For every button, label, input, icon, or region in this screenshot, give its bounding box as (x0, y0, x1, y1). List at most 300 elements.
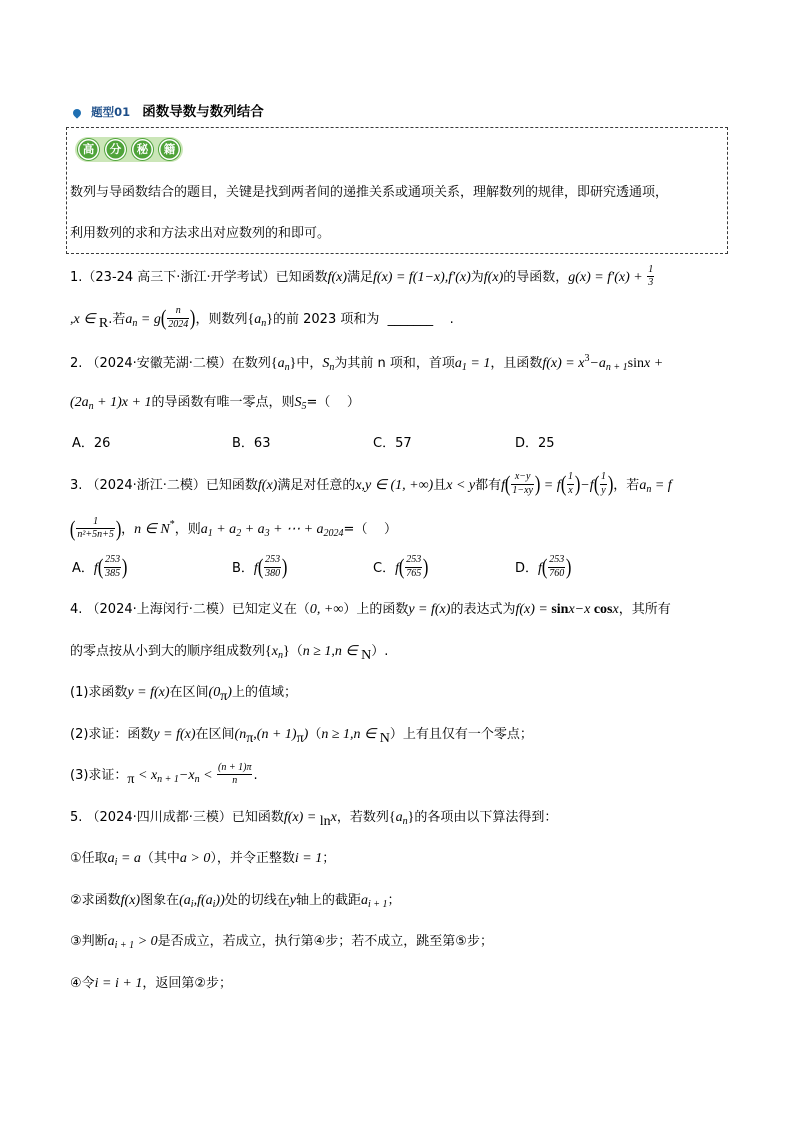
math-base: x,y ∈ (1, +∞) (355, 477, 434, 493)
math-expression (194, 893, 216, 908)
math-expression (644, 356, 663, 371)
math-base: = g (137, 311, 161, 327)
fraction (646, 263, 655, 288)
math-base: −f (580, 477, 594, 493)
left-paren: ( (97, 554, 104, 579)
math-base: y (289, 892, 296, 908)
question-line (70, 629, 730, 671)
math-base: = f (540, 477, 561, 493)
math-base: π (127, 772, 135, 787)
text-run: (1)求函数 (70, 685, 128, 700)
fraction-numerator: (n + 1)π (218, 761, 252, 773)
math-base: ) (227, 685, 232, 700)
tips-text (70, 172, 668, 254)
math-expression (295, 851, 322, 866)
text-run: ①任取 (70, 851, 108, 866)
math-base: ,f(a (193, 892, 213, 908)
text-run: 轴上的截距 (295, 892, 361, 908)
math-base: n ≥ 1,n ∈ (302, 643, 362, 659)
math-expression (201, 522, 213, 537)
math-base: = f (651, 477, 672, 493)
text-run: 图象在 (140, 892, 180, 908)
math-expression (134, 934, 157, 949)
badge-char: 秘 (132, 139, 153, 160)
math-expression (272, 644, 283, 659)
fraction-denominator: 1−xy (512, 484, 533, 496)
question-line (70, 712, 730, 754)
text-run: ），并令正整数 (210, 851, 295, 866)
math-expression (373, 270, 471, 285)
fraction-denominator: y (601, 484, 606, 496)
math-subscript: n (402, 815, 408, 827)
math-base: f (93, 560, 98, 576)
fraction-body (217, 762, 252, 788)
fraction-numerator: 1 (600, 471, 606, 482)
math-expression (297, 731, 304, 746)
math-subscript: n (88, 400, 94, 412)
question-list (70, 255, 730, 1002)
math-expression (484, 270, 503, 285)
text-run: B． (232, 560, 254, 576)
fraction-denominator: 760 (549, 567, 565, 579)
math-base: −a (589, 356, 606, 371)
text-run: 的前 2023 项和为 _______ . (273, 311, 454, 327)
fraction (398, 554, 429, 579)
left-paren: ( (398, 554, 405, 579)
right-paren: ) (122, 554, 128, 579)
question-5 (70, 795, 730, 1003)
math-expression (99, 316, 108, 331)
left-paren: ( (541, 554, 548, 579)
answer-option-d (515, 421, 555, 463)
question-line (70, 961, 730, 1003)
math-base: x−x (568, 602, 594, 617)
text-run: . (253, 768, 258, 783)
text-run: =（ ） (306, 394, 360, 410)
answer-options (70, 546, 730, 588)
fraction-body (600, 471, 607, 497)
math-expression (95, 976, 143, 991)
math-subscript: 1 (461, 362, 467, 373)
math-expression (568, 270, 646, 285)
math-expression (179, 768, 200, 783)
math-base: a (107, 851, 115, 866)
math-expression (284, 810, 320, 825)
left-paren: ( (504, 471, 511, 496)
math-base: a (125, 311, 133, 327)
math-base: n ∈ N (134, 522, 170, 537)
math-base: = 1 (466, 356, 491, 371)
answer-option-b (232, 546, 287, 588)
left-paren: ( (593, 471, 600, 496)
math-base: ,x ∈ (70, 311, 99, 327)
math-expression (396, 810, 408, 825)
text-run: 的表达式为 (450, 602, 516, 617)
fraction-denominator: 380 (265, 567, 281, 579)
question-line (70, 670, 730, 712)
math-base: < (199, 768, 217, 783)
math-base: f (538, 560, 542, 576)
math-subscript: n (646, 483, 652, 495)
math-base: (a (179, 892, 191, 908)
text-run: ）上有且仅有一个零点； (389, 726, 533, 742)
text-run: 的导函数， (503, 270, 569, 285)
text-run: ④令 (70, 975, 95, 991)
math-expression (135, 768, 179, 783)
text-run: 的各项由以下算法得到： (414, 809, 558, 825)
math-base: f(x) = x (542, 356, 585, 371)
math-subscript: i + 1 (367, 898, 388, 910)
math-subscript: n + 1 (605, 362, 628, 373)
fraction-body (167, 305, 189, 331)
math-base: )) (215, 892, 225, 908)
math-subscript: n (261, 317, 267, 329)
math-expression (589, 356, 627, 371)
math-subscript: n (329, 362, 335, 373)
math-base: x + (644, 356, 664, 371)
text-run: 是否成立，若成立，执行第④步；若不成立，跳至第⑤步； (157, 934, 493, 949)
text-run: （其中 (140, 851, 180, 866)
math-expression (270, 522, 344, 537)
fraction (216, 761, 253, 786)
answer-option-b (232, 421, 270, 463)
math-expression (70, 395, 94, 410)
math-subscript: 2024 (323, 528, 344, 539)
math-subscript: n (132, 317, 138, 329)
math-base: f(x) = (283, 809, 320, 825)
math-expression (114, 851, 141, 868)
tips-line: 数列与导函数结合的题目，关键是找到两者间的递推关系或通项关系，理解数列的规律，即研究透通项， (70, 185, 669, 200)
text-run: =（ ） (343, 522, 397, 537)
math-expression (200, 768, 216, 783)
math-base: y = f(x) (153, 726, 196, 742)
text-run: 4. （2024·上海闵行·二模）已知定义在（ (70, 602, 310, 617)
math-expression (278, 356, 290, 371)
text-run: ； (322, 851, 336, 866)
text-run: ，返回第②步； (142, 975, 232, 991)
text-run: C．57 (373, 436, 412, 451)
math-subscript: 1 (207, 528, 213, 539)
math-subscript: 5 (301, 400, 307, 412)
math-base: a (277, 356, 285, 371)
math-expression (639, 478, 651, 493)
location-pin-icon (71, 107, 82, 118)
math-expression (153, 727, 195, 742)
text-run: 上的值域； (231, 685, 297, 700)
math-base: = a (117, 851, 141, 866)
question-4 (70, 587, 730, 795)
text-run: D．25 (515, 436, 555, 451)
question-3 (70, 463, 730, 588)
math-expression (321, 727, 379, 742)
math-expression (628, 356, 644, 371)
answer-option-c (373, 546, 429, 588)
answer-option-c (373, 421, 412, 463)
math-base: f (501, 477, 506, 493)
math-superscript: * (169, 519, 175, 530)
text-run: 5. （2024·四川成都·三模）已知函数 (70, 809, 284, 825)
math-base: { (270, 356, 278, 371)
math-expression (310, 602, 343, 617)
math-base: ) (303, 726, 309, 742)
math-base: a > 0 (179, 851, 211, 866)
math-subscript: 2 (236, 528, 242, 539)
right-paren: ) (566, 554, 572, 579)
math-base: sin (551, 602, 569, 617)
fraction (97, 554, 128, 579)
fraction-body (104, 554, 121, 580)
text-run: 3. （2024·浙江·二模）已知函数 (70, 477, 258, 493)
text-run: 都有 (475, 477, 502, 493)
math-expression (266, 312, 273, 327)
math-expression (271, 356, 278, 371)
question-1 (70, 255, 730, 338)
text-run: A． (72, 560, 94, 576)
text-run: （ (308, 726, 322, 742)
question-line (70, 836, 730, 878)
math-base: a (395, 809, 403, 825)
text-run: ，且函数 (490, 356, 543, 371)
math-expression (322, 356, 334, 371)
math-base: f(x) = (515, 602, 552, 617)
math-expression (241, 522, 269, 537)
question-line (70, 255, 730, 297)
fraction-body (264, 554, 281, 580)
math-base: } (407, 809, 415, 825)
math-expression (253, 727, 296, 742)
math-expression (389, 810, 396, 825)
math-expression (408, 602, 450, 617)
math-expression (303, 644, 361, 659)
fraction-denominator: n (217, 774, 252, 788)
math-expression (127, 685, 169, 700)
text-run: 1.（23-24 高三下·浙江·开学考试）已知函数 (70, 270, 328, 285)
fraction-numerator: 1 (93, 515, 99, 527)
math-expression (355, 478, 433, 493)
fraction-denominator: 2024 (168, 318, 189, 330)
math-base: π (220, 689, 228, 704)
math-expression (94, 395, 152, 410)
math-base: + ⋯ + a (269, 522, 324, 537)
question-line (70, 463, 730, 505)
text-run: 在区间 (195, 726, 235, 742)
math-expression (651, 478, 671, 493)
question-line (70, 380, 730, 422)
question-line (70, 753, 730, 795)
right-paren: ) (574, 471, 581, 496)
text-run: 的导函数有唯一零点，则 (151, 394, 295, 410)
fraction-denominator: n²+5n+5 (77, 529, 114, 540)
math-expression (283, 644, 290, 659)
math-expression (265, 644, 272, 659)
math-expression (180, 851, 210, 866)
right-paren: ) (282, 554, 288, 579)
math-expression (235, 727, 247, 742)
math-expression (220, 689, 227, 704)
math-base: a (639, 477, 647, 493)
math-base: { (265, 643, 272, 659)
text-run: ）. (371, 643, 389, 659)
math-base: f(x) (483, 270, 504, 285)
section-header (73, 101, 264, 121)
math-base: (n (234, 726, 247, 742)
math-base: ,(n + 1) (253, 726, 297, 742)
text-run: ，则 (174, 522, 201, 537)
left-paren: ( (160, 305, 167, 330)
math-base: x (271, 643, 278, 659)
question-line (70, 795, 730, 837)
fraction-body (548, 554, 565, 580)
fraction-numerator: 1 (567, 471, 573, 482)
math-expression (213, 522, 241, 537)
math-subscript: n + 1 (157, 774, 179, 785)
text-run: C． (373, 560, 396, 576)
text-run: 为 (470, 270, 484, 285)
question-line (70, 878, 730, 920)
math-base: i = i + 1 (94, 975, 143, 991)
fraction-numerator: 1 (648, 263, 654, 275)
right-paren: ) (190, 305, 196, 330)
math-base: + a (212, 522, 237, 537)
math-subscript: i (114, 857, 118, 868)
text-run: .若 (108, 311, 126, 327)
math-expression (380, 731, 390, 746)
math-base: N (361, 647, 372, 663)
math-base: (0 (208, 685, 221, 700)
math-base: a (200, 522, 208, 537)
fraction (69, 515, 122, 541)
math-expression (446, 478, 475, 493)
math-expression (320, 814, 331, 829)
text-run: 满足对任意的 (277, 477, 356, 493)
math-base: f(x) (257, 477, 278, 493)
math-expression (254, 312, 266, 327)
math-base: f(x) (327, 270, 348, 285)
text-run: (2)求证：函数 (70, 726, 154, 742)
fraction-denominator: 385 (105, 567, 121, 579)
math-base: f (395, 560, 399, 576)
question-line (70, 587, 730, 629)
math-base: } (282, 643, 290, 659)
text-run: ，则数列 (195, 311, 248, 327)
text-run: （ (289, 643, 303, 659)
math-expression (568, 602, 593, 617)
math-expression (246, 731, 253, 746)
fraction-body (511, 471, 534, 497)
section-title: 函数导数与数列结合 (142, 104, 264, 120)
math-subscript: n (284, 362, 290, 373)
math-base: (2a (70, 394, 89, 410)
math-expression (361, 648, 371, 663)
badge-char: 分 (105, 139, 126, 160)
math-expression (125, 312, 137, 327)
math-base: < x (134, 768, 158, 783)
math-base: f(x) (120, 892, 141, 908)
fraction-numerator: 253 (105, 554, 121, 565)
math-base: { (247, 311, 255, 327)
right-paren: ) (423, 554, 429, 579)
right-paren: ) (115, 515, 122, 541)
fraction-denominator: 3 (648, 277, 654, 288)
fraction-body (647, 264, 654, 290)
text-run: D． (515, 560, 539, 576)
math-expression (467, 356, 490, 371)
fraction-body (405, 554, 422, 580)
text-run: ）上的函数 (343, 602, 409, 617)
tips-badge (75, 137, 183, 162)
math-base: x < y (446, 477, 476, 493)
math-expression (294, 395, 306, 410)
math-subscript: i (190, 898, 194, 910)
math-base: S (294, 394, 302, 410)
question-line (70, 338, 730, 380)
math-base: S (322, 356, 330, 371)
math-base: > 0 (134, 934, 158, 949)
answer-option-d (515, 546, 572, 588)
answer-option-a (72, 546, 127, 588)
text-run: ； (387, 892, 401, 908)
text-run: ， (121, 522, 135, 537)
math-expression (361, 893, 388, 908)
math-base: x (612, 602, 619, 617)
text-run: A．26 (72, 436, 111, 451)
fraction-numerator: 253 (406, 554, 422, 565)
badge-char: 高 (78, 139, 99, 160)
question-line (70, 297, 730, 339)
math-base: y = f(x) (408, 602, 451, 617)
math-expression (594, 602, 613, 617)
left-paren: ( (69, 515, 76, 541)
fraction-body (76, 516, 115, 542)
text-run: ，若 (613, 477, 640, 493)
text-run: 中， (296, 356, 323, 371)
math-base: a (107, 934, 115, 949)
question-line (70, 504, 730, 546)
math-base: { (388, 809, 396, 825)
math-expression (515, 602, 551, 617)
math-base: + 1)x + 1 (93, 394, 152, 410)
fraction-numerator: 253 (265, 554, 281, 565)
math-expression (542, 353, 590, 371)
math-expression (258, 478, 277, 493)
math-expression (121, 893, 140, 908)
fraction-numerator: x−y (514, 471, 531, 482)
math-base: N (379, 730, 390, 746)
math-expression (540, 478, 560, 493)
right-paren: ) (607, 471, 614, 496)
left-paren: ( (560, 471, 567, 496)
text-run: 在区间 (169, 685, 209, 700)
math-expression (455, 356, 467, 371)
tips-box (66, 127, 728, 254)
text-run: 满足 (347, 270, 374, 285)
fraction (257, 554, 288, 579)
math-base: ln (319, 813, 331, 829)
badge-char: 籍 (159, 139, 180, 160)
math-expression (137, 312, 160, 327)
text-run: 处的切线在 (224, 892, 290, 908)
question-line (70, 919, 730, 961)
math-subscript: n (194, 774, 200, 785)
math-base: + a (241, 522, 265, 537)
fraction-denominator: x (568, 484, 573, 496)
math-expression (108, 851, 118, 866)
math-base: } (289, 356, 297, 371)
text-run: ③判断 (70, 934, 108, 949)
answer-option-a (72, 421, 110, 463)
tips-line: 利用数列的求和方法求出对应数列的和即可。 (70, 226, 331, 241)
fraction (504, 471, 541, 496)
